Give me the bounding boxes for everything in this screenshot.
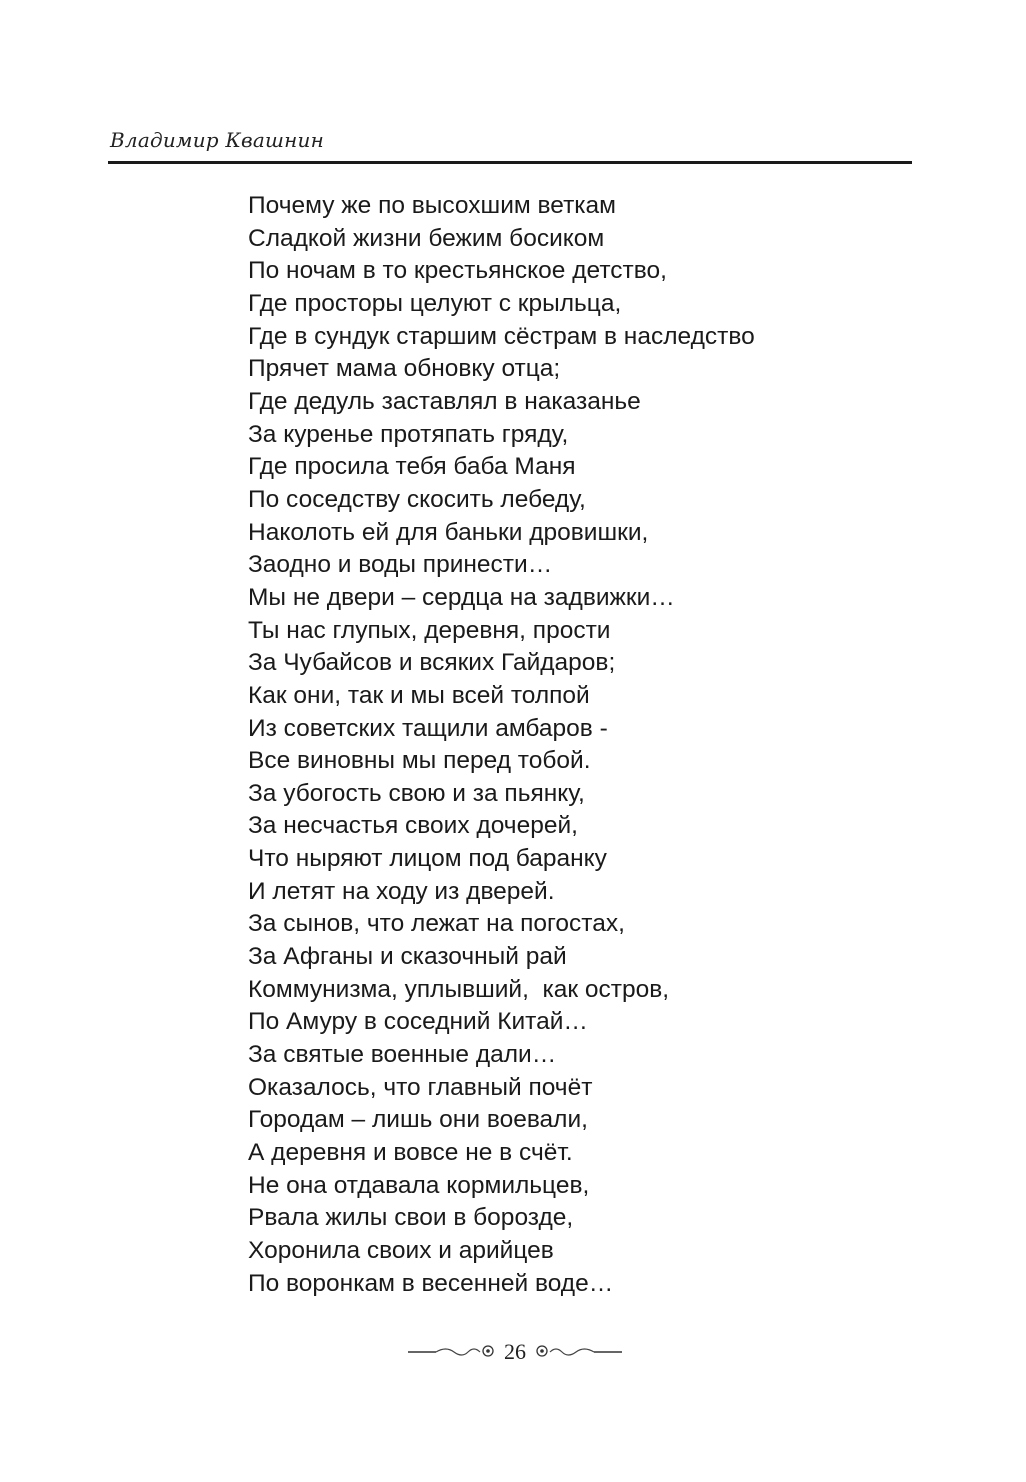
poem-line: По Амуру в соседний Китай… (248, 1008, 588, 1036)
poem-line: За куренье протяпать гряду, (248, 420, 569, 448)
running-header-author: Владимир Квашнин (110, 128, 324, 152)
poem-line: За святые военные дали… (248, 1041, 557, 1069)
poem-line: За убогость свою и за пьянку, (248, 779, 585, 807)
poem-line: Где в сундук старшим сёстрам в наследство (248, 322, 755, 350)
poem-line: Где дедуль заставлял в наказанье (248, 387, 641, 415)
poem-line: Оказалось, что главный почёт (248, 1073, 593, 1101)
poem-line: И летят на ходу из дверей. (248, 877, 555, 905)
poem-line: Из советских тащили амбаров - (248, 714, 608, 742)
poem-line: Сладкой жизни бежим босиком (248, 224, 605, 252)
poem-line: А деревня и вовсе не в счёт. (248, 1139, 573, 1167)
poem-line: Что ныряют лицом под баранку (248, 845, 607, 873)
header-rule (108, 161, 912, 164)
poem-line: Где просила тебя баба Маня (248, 453, 576, 481)
poem-line: Прячет мама обновку отца; (248, 355, 561, 383)
poem-line: Хоронила своих и арийцев (248, 1237, 554, 1264)
poem-line: Заодно и воды принести… (248, 551, 553, 579)
poem-line: Городам – лишь они воевали, (248, 1106, 588, 1134)
page-footer (400, 1336, 630, 1368)
poem-line: Наколоть ей для баньки дровишки, (248, 518, 649, 546)
poem-line: По воронкам в весенней воде… (248, 1269, 614, 1297)
poem-text (248, 190, 755, 1300)
poem-line: За сынов, что лежат на погостах, (248, 910, 625, 938)
poem-line: Где просторы целуют с крыльца, (248, 289, 622, 317)
page-number: 26 (504, 1339, 526, 1364)
poem-line: За Афганы и сказочный рай (248, 943, 567, 971)
poem-line: Как они, так и мы всей толпой (248, 681, 590, 709)
poem-line: Ты нас глупых, деревня, прости (248, 616, 611, 644)
left-ornament-icon (406, 1342, 498, 1362)
poem-line: Коммунизма, уплывший, как остров, (248, 975, 670, 1003)
right-ornament-icon (532, 1342, 624, 1362)
poem-line: За несчастья своих дочерей, (248, 812, 578, 840)
poem-line: Не она отдавала кормильцев, (248, 1171, 590, 1199)
poem-line: Мы не двери – сердца на задвижки… (248, 583, 675, 611)
poem-line: Почему же по высохшим веткам (248, 192, 617, 219)
poem-line: За Чубайсов и всяких Гайдаров; (248, 649, 616, 677)
poem-line: По соседству скосить лебеду, (248, 485, 586, 513)
poem-line: По ночам в то крестьянское детство, (248, 257, 667, 285)
poem-line: Все виновны мы перед тобой. (248, 747, 591, 775)
poem-line: Рвала жилы свои в борозде, (248, 1204, 574, 1232)
